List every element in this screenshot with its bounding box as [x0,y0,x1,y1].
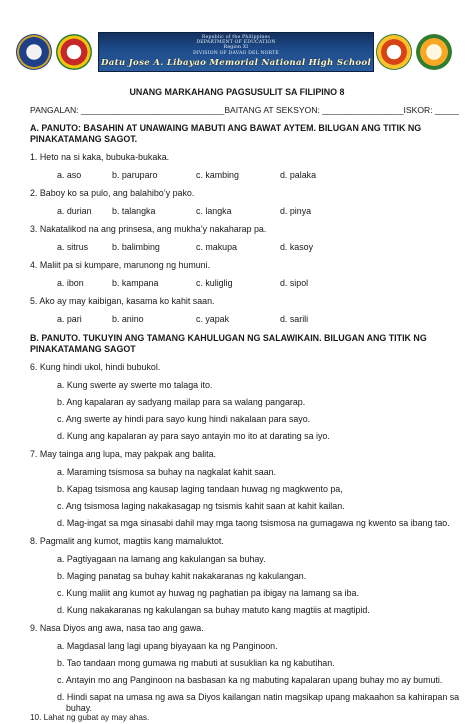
option-a[interactable]: a. pari [57,314,82,324]
option-a[interactable]: a. Maraming tsismosa sa buhay na nagkalat kahit saan. [57,467,277,477]
question-2: 2. Baboy ko sa pulo, ang balahibo’y pako. [30,188,195,198]
option-a[interactable]: a. sitrus [57,242,89,252]
header-line-division: DIVISION OF DAVAO DEL NORTE [192,50,280,56]
header-line-republic: Republic of the Philippines [201,35,271,40]
division-seal-logo [376,34,412,70]
question-1: 1. Heto na si kaka, bubuka-bukaka. [30,152,170,162]
option-b[interactable]: b. Maging panatag sa buhay kahit nakakaranas ng kakulangan. [57,571,307,581]
school-name: Datu Jose A. Libayao Memorial National High School [100,58,372,68]
option-b[interactable]: b. Tao tandaan mong gumawa ng mabuti at susuklian ka ng kabutihan. [57,658,335,668]
option-c[interactable]: c. yapak [196,314,230,324]
section-a-instruction-cont: PINAKATAMANG SAGOT. [30,134,138,144]
option-b[interactable]: b. Kapag tsismosa ang kausap laging tandaan huwag ng magkwento pa, [57,484,343,494]
school-banner [98,32,374,72]
question-7: 7. May tainga ang lupa, may pakpak ang balita. [30,449,217,459]
option-d-continued: buhay. [66,703,92,713]
option-a[interactable]: a. aso [57,170,82,180]
option-b[interactable]: b. balimbing [112,242,160,252]
section-a-instruction: A. PANUTO: BASAHIN AT UNAWAING MABUTI ANG BAWAT AYTEM. BILUGAN ANG TITIK NG [30,123,422,133]
question-3: 3. Nakatalikod na ang prinsesa, ang mukha’y nakaharap pa. [30,224,267,234]
option-a[interactable]: a. durian [57,206,92,216]
region-seal-logo [56,34,92,70]
option-d[interactable]: d. Mag-ingat sa mga sinasabi dahil may mga taong tsismosa na gumagawa ng kwento sa ibang tao. [57,518,450,528]
option-c[interactable]: c. Kung maliit ang kumot ay huwag ng paghatian pa ibigay na lamang sa iba. [57,588,359,598]
option-a[interactable]: a. Magdasal lang lagi upang biyayaan ka ng Panginoon. [57,641,278,651]
option-d[interactable]: d. Kung ang kapalaran ay para sayo antayin mo ito at darating sa iyo. [57,431,330,441]
option-b[interactable]: b. talangka [112,206,156,216]
question-9: 9. Nasa Diyos ang awa, nasa tao ang gawa. [30,623,204,633]
option-b[interactable]: b. kampana [112,278,159,288]
option-a[interactable]: a. ibon [57,278,84,288]
question-5: 5. Ako ay may kaibigan, kasama ko kahit saan. [30,296,215,306]
option-b[interactable]: b. paruparo [112,170,158,180]
option-c[interactable]: c. Ang tsismosa laging nakakasagap ng tsismis kahit saan at kahit kailan. [57,501,345,511]
option-c[interactable]: c. Antayin mo ang Panginoon na basbasan ka ng mabuting kapalaran upang buhay mo ay bumuti. [57,675,443,685]
question-6: 6. Kung hindi ukol, hindi bubukol. [30,362,161,372]
option-d[interactable]: d. kasoy [280,242,314,252]
question-4: 4. Maliit pa si kumpare, marunong ng humuni. [30,260,211,270]
option-a[interactable]: a. Kung swerte ay swerte mo talaga ito. [57,380,213,390]
option-d[interactable]: d. pinya [280,206,312,216]
header-banner [16,28,456,74]
school-seal-logo [416,34,452,70]
option-c[interactable]: c. Ang swerte ay hindi para sayo kung hindi nakalaan para sayo. [57,414,311,424]
exam-title: UNANG MARKAHANG PAGSUSULIT SA FILIPINO 8 [129,87,345,97]
option-c[interactable]: c. kuliglig [196,278,233,288]
question-10: 10. Lahat ng gubat ay may ahas. [30,713,150,722]
deped-seal-logo [16,34,52,70]
option-d[interactable]: d. Kung nakakaranas ng kakulangan sa buhay matuto kang magtiis at magtipid. [57,605,370,615]
section-b-instruction: B. PANUTO. TUKUYIN ANG TAMANG KAHULUGAN NG SALAWIKAIN. BILUGAN ANG TITIK NG [30,333,427,343]
option-b[interactable]: b. Ang kapalaran ay sadyang mailap para sa walang pangarap. [57,397,306,407]
header-line-deped: DEPARTMENT OF EDUCATION [196,40,276,46]
option-a[interactable]: a. Pagtiyagaan na lamang ang kakulangan sa buhay. [57,554,266,564]
section-b-instruction-cont: PINAKATAMANG SAGOT [30,344,136,354]
option-c[interactable]: c. kambing [196,170,239,180]
student-info-line: PANGALAN: ______________________________BAITANG AT SEKSYON: _________________ISKOR: _____ [30,105,459,115]
option-b[interactable]: b. anino [112,314,144,324]
header-line-region: Region XI [223,45,249,51]
option-d[interactable]: d. Hindi sapat na umasa ng awa sa Diyos kailangan natin magsikap upang makaahon sa kahirapan sa [57,692,460,702]
option-d[interactable]: d. sarili [280,314,309,324]
option-c[interactable]: c. makupa [196,242,237,252]
option-d[interactable]: d. sipol [280,278,309,288]
question-8: 8. Pagmalit ang kumot, magtiis kang mamaluktot. [30,536,224,546]
option-d[interactable]: d. palaka [280,170,317,180]
option-c[interactable]: c. langka [196,206,232,216]
